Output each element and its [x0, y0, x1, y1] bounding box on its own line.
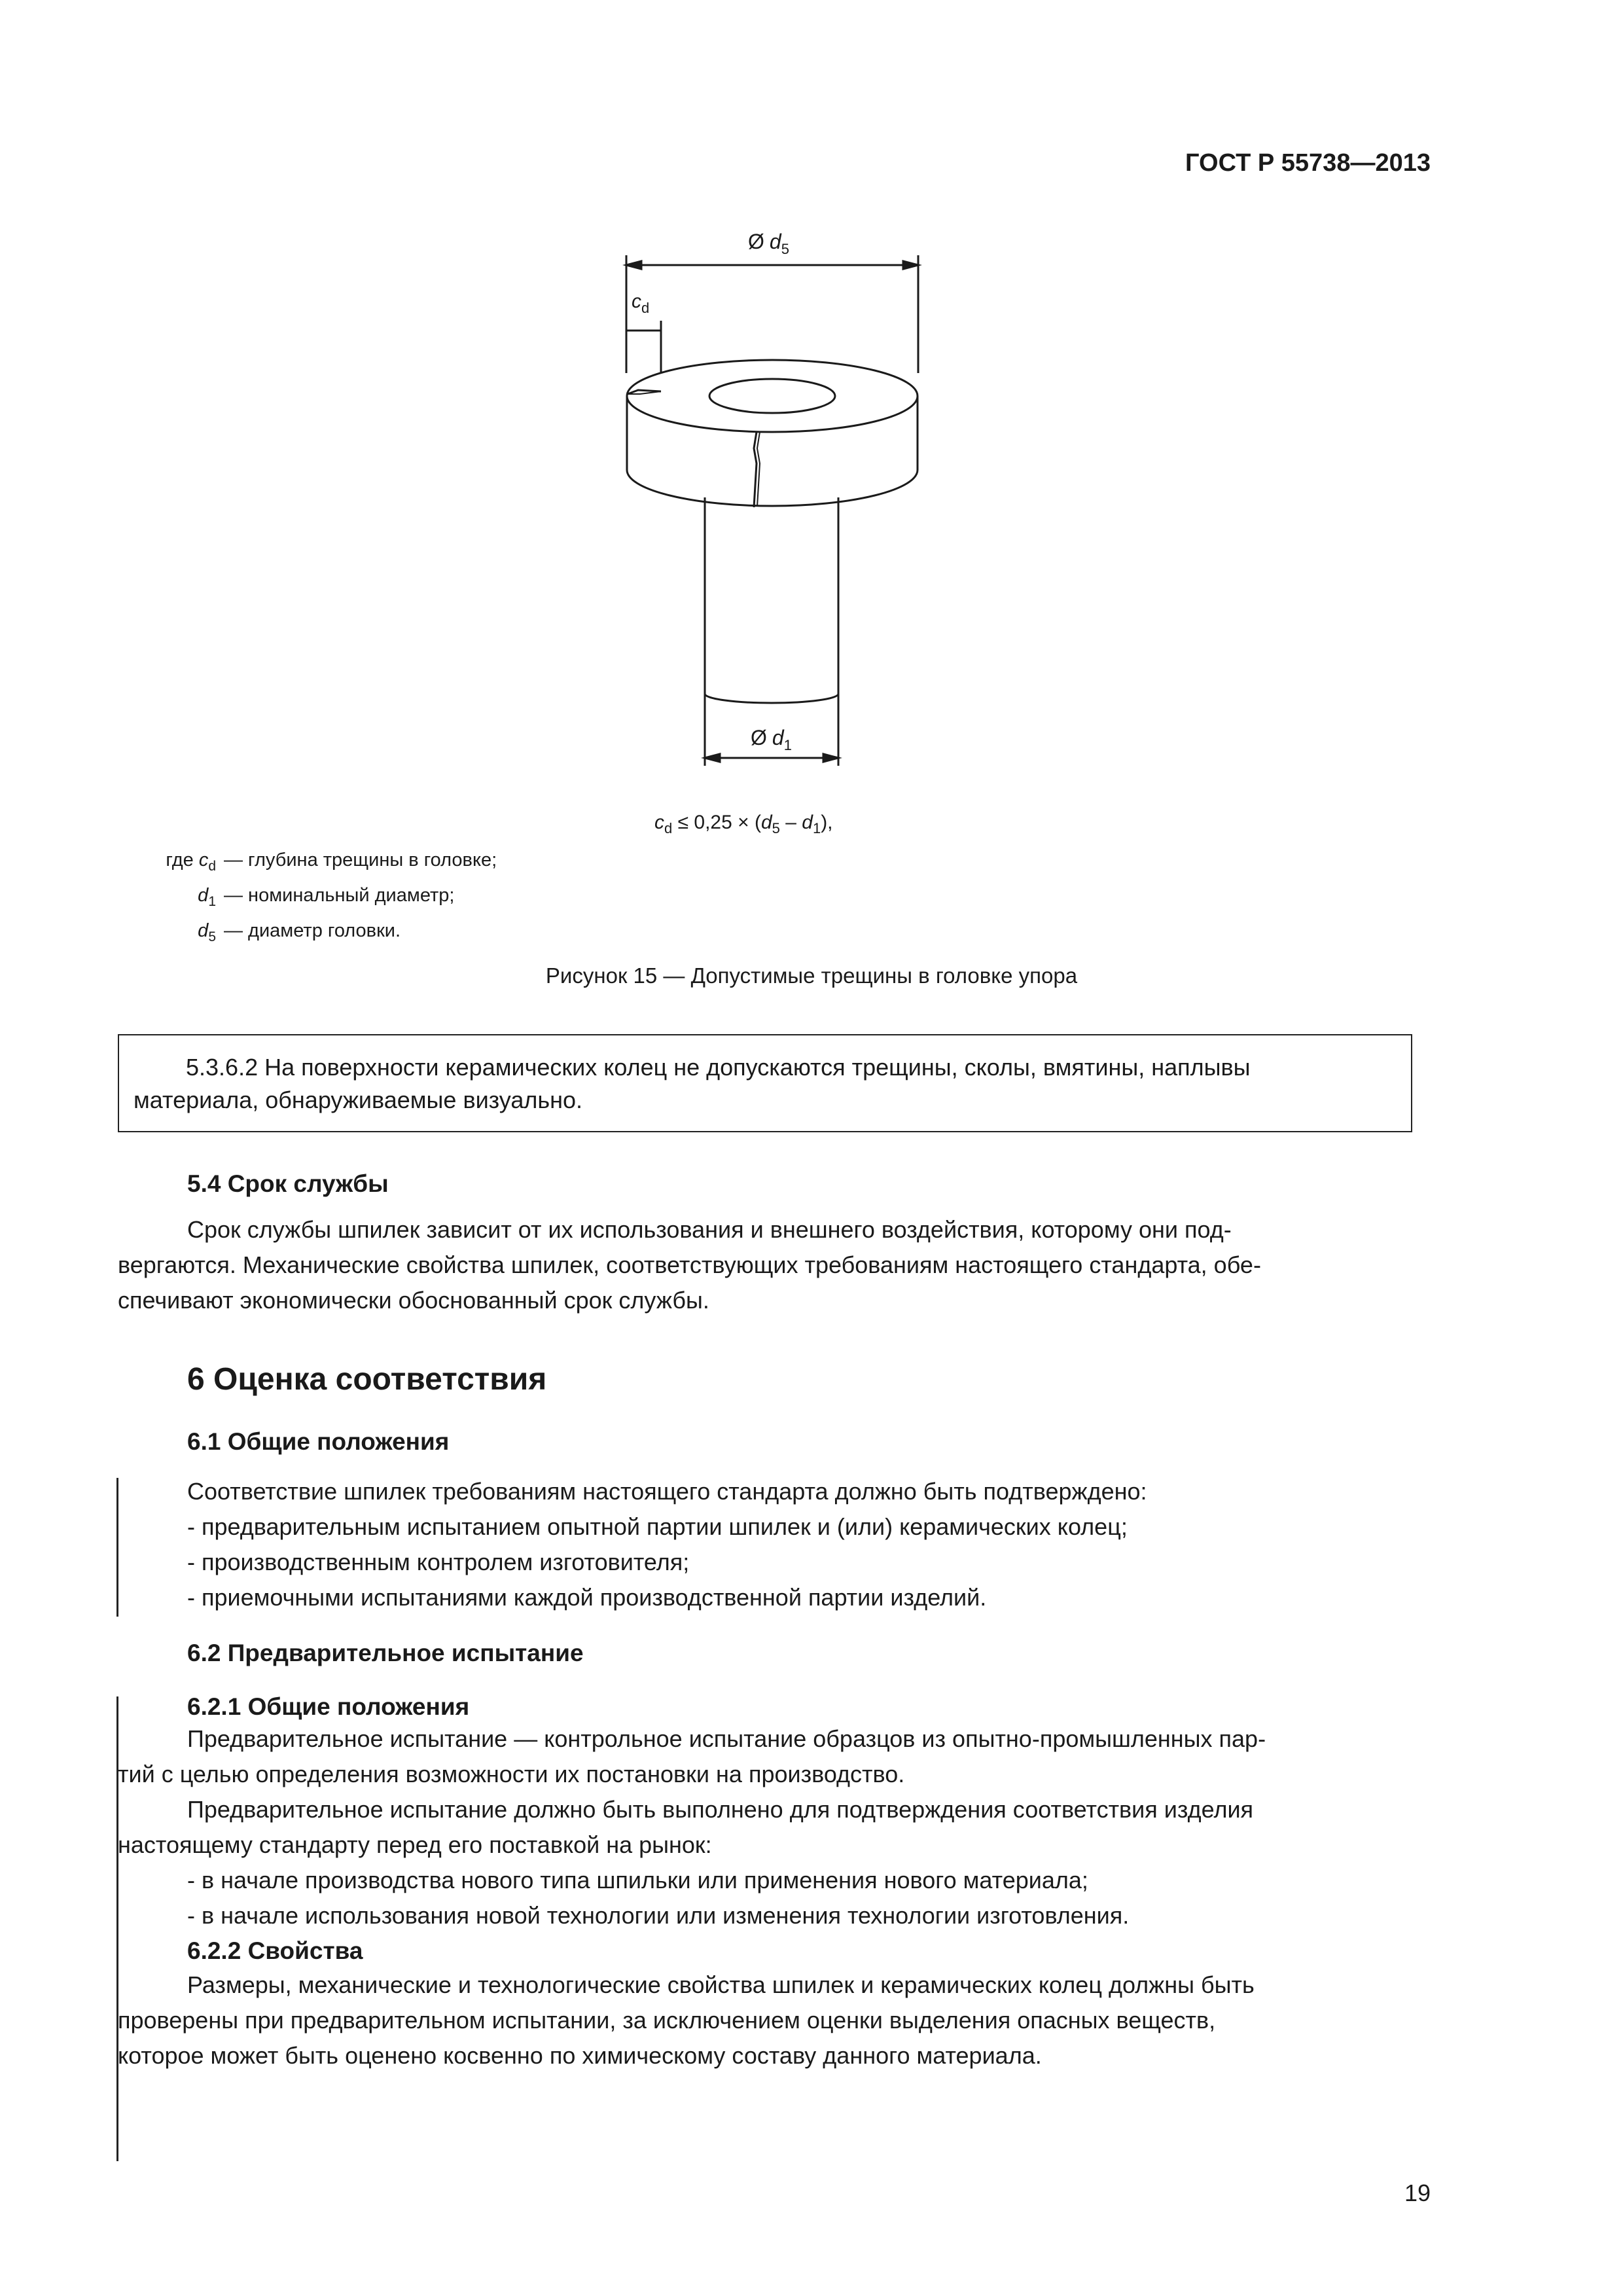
label-d1: Ø $d_1$	[751, 726, 792, 753]
heading-6-1: 6.1 Общие положения	[187, 1428, 450, 1455]
heading-6-2: 6.2 Предварительное испытание	[187, 1640, 584, 1666]
heading-6-2-2: 6.2.2 Свойства	[187, 1937, 363, 1964]
standard-code: ГОСТ Р 55738—2013	[1185, 149, 1431, 177]
legend-row: $d_1$ — номинальный диаметр;	[198, 884, 455, 909]
label-d5: Ø $d_5$	[748, 230, 789, 257]
page-number: 19	[1404, 2179, 1431, 2206]
figure-legend	[118, 846, 497, 951]
paragraph-6-1: Соответствие шпилек требованиям настоящего стандарта должно быть подтверждено: - предварительным испытанием опытной партии шпилек и (или) керамических колец; - производственным контролем изготовителя; - приемочными испытаниями каждой производственной партии изделий.	[187, 1478, 1147, 1611]
label-cd: $c_d$	[632, 291, 650, 316]
legend-row: где $c_d$ — глубина трещины в головке;	[166, 850, 497, 874]
crack-depth-formula: $c_d \le 0,25 \times (d_5 - d_1)$,	[654, 812, 833, 836]
shank-end	[705, 694, 838, 703]
heading-6: 6 Оценка соответствия	[187, 1362, 547, 1397]
stud-drawing	[563, 223, 955, 798]
boxed-clause-5-3-6-2: 5.3.6.2 На поверхности керамических колец не допускаются трещины, сколы, вмятины, наплывы материала, обнаруживаемые визуально.	[118, 1034, 1412, 1132]
paragraph-6-2-1: Предварительное испытание — контрольное испытание образцов из опытно-промышленных пар- тий с целью определения возможности их постановки на производство. Предварительное испытание должно быть выполнено для подтверждения соответствия изделия настоящему стандарту перед его поставкой на рынок: - в начале производства нового типа шпильки или применения нового материала; - в начале использования новой технологии или изменения технологии изготовления.	[118, 1725, 1266, 1929]
figure-stud-head	[563, 223, 955, 798]
heading-6-2-1: 6.2.1 Общие положения	[187, 1693, 470, 1720]
paragraph-5-4: Срок службы шпилек зависит от их использования и внешнего воздействия, которому они под- вергаются. Механические свойства шпилек, соответствующих требованиям настоящего стандарта, обе- спечивают экономически обоснованный срок службы.	[118, 1216, 1261, 1314]
paragraph-6-2-2: Размеры, механические и технологические свойства шпилек и керамических колец должны быть проверены при предварительном испытании, за исключением оценки выделения опасных веществ, которое может быть оценено косвенно по химическому составу данного материала.	[118, 1971, 1255, 2069]
head-bore	[709, 379, 835, 413]
crack-front-edge	[757, 432, 760, 507]
heading-5-4: 5.4 Срок службы	[187, 1170, 389, 1197]
crack-front	[754, 432, 757, 507]
figure-caption: Рисунок 15 — Допустимые трещины в головке упора	[545, 963, 1078, 988]
legend-row: $d_5$ — диаметр головки.	[198, 920, 401, 944]
